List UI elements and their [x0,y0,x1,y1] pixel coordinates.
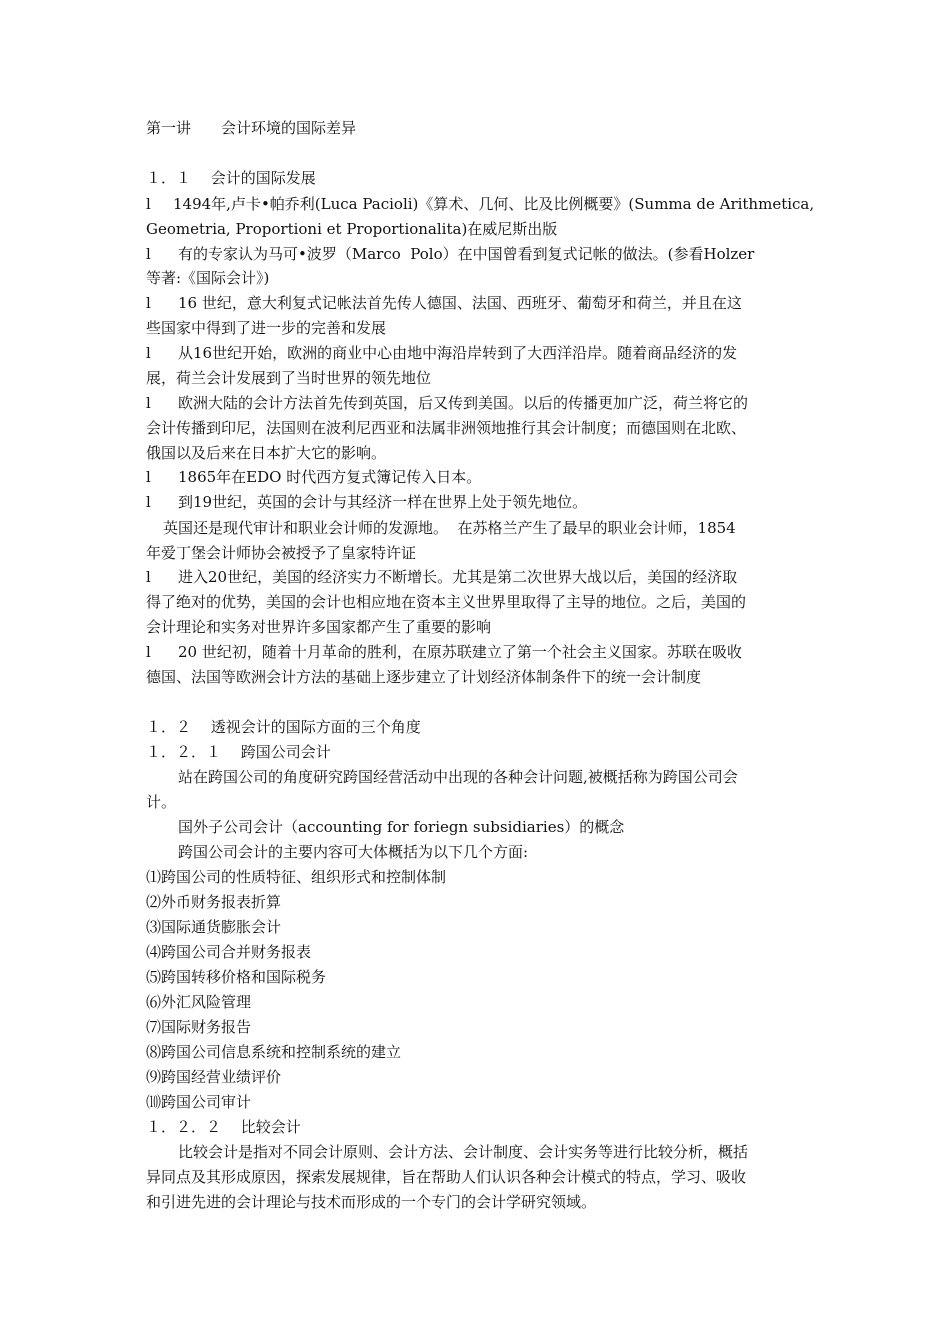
list-item: ⑶国际通货膨胀会计 [146,918,282,936]
list-item: ⑵外币财务报表折算 [146,893,282,911]
list-intro: 跨国公司会计的主要内容可大体概括为以下几个方面: [178,843,529,861]
bullet-marker: l [146,493,151,511]
paragraph-line: 些国家中得到了进一步的完善和发展 [146,319,387,337]
subsection-heading-1-2-1: １．２．１ 跨国公司会计 [146,743,331,761]
list-item: ⑹外汇风险管理 [146,993,252,1011]
list-item: ⑻跨国公司信息系统和控制系统的建立 [146,1043,402,1061]
bullet-marker: l [146,344,151,362]
list-item: ⑺国际财务报告 [146,1018,252,1036]
paragraph-line: 从16世纪开始，欧洲的商业中心由地中海沿岸转到了大西洋沿岸。随着商品经济的发 [178,344,738,362]
paragraph-line: 1865年在EDO 时代西方复式簿记传入日本。 [178,468,482,486]
chapter-title: 第一讲 会计环境的国际差异 [146,119,357,137]
paragraph-line: 站在跨国公司的角度研究跨国经营活动中出现的各种会计问题,被概括称为跨国公司会 [178,768,738,786]
paragraph-line: 得了绝对的优势，美国的会计也相应地在资本主义世界里取得了主导的地位。之后，美国的 [146,593,747,611]
paragraph-line: 德国、法国等欧洲会计方法的基础上逐步建立了计划经济体制条件下的统一会计制度 [146,668,702,686]
paragraph-line: 到19世纪，英国的会计与其经济一样在世界上处于领先地位。 [178,493,588,511]
paragraph-line: 英国还是现代审计和职业会计师的发源地。 在苏格兰产生了最早的职业会计师，1854 [163,519,736,537]
paragraph-line: 年爱丁堡会计师协会被授予了皇家特许证 [146,544,417,562]
list-item: ⑼跨国经营业绩评价 [146,1068,282,1086]
paragraph-line: 计。 [146,793,177,811]
list-item: ⑴跨国公司的性质特征、组织形式和控制体制 [146,868,447,886]
subsection-heading-1-2-2: １．２．２ 比较会计 [146,1118,301,1136]
paragraph-line: 16 世纪，意大利复式记帐法首先传人德国、法国、西班牙、葡萄牙和荷兰，并且在这 [178,294,742,312]
bullet-marker: l [146,394,151,412]
section-heading-1-2: １．２ 透视会计的国际方面的三个角度 [146,718,421,736]
bullet-marker: l [146,294,151,312]
paragraph-line: 比较会计是指对不同会计原则、会计方法、会计制度、会计实务等进行比较分析，概括 [178,1143,749,1161]
bullet-marker: l [146,195,151,213]
list-item: ⑽跨国公司审计 [146,1093,252,1111]
list-item: ⑷跨国公司合并财务报表 [146,943,312,961]
paragraph-line: 20 世纪初，随着十月革命的胜利，在原苏联建立了第一个社会主义国家。苏联在吸收 [178,643,742,661]
bullet-marker: l [146,568,151,586]
bullet-marker: l [146,468,151,486]
paragraph-line: 俄国以及后来在日本扩大它的影响。 [146,444,387,462]
paragraph-line: 1494年,卢卡•帕乔利(Luca Pacioli)《算术、几何、比及比例概要》(Summa de Arithmetica, [173,195,815,213]
bullet-marker: l [146,245,151,263]
list-item: ⑸跨国转移价格和国际税务 [146,968,327,986]
concept-line: 国外子公司会计（accounting for foriegn subsidiaries）的概念 [178,818,625,836]
bullet-marker: l [146,643,151,661]
paragraph-line: 异同点及其形成原因，探索发展规律，旨在帮助人们认识各种会计模式的特点，学习、吸收 [146,1168,747,1186]
paragraph-line: 会计传播到印尼，法国则在波利尼西亚和法属非洲领地推行其会计制度；而德国则在北欧、 [146,419,747,437]
paragraph-line: 欧洲大陆的会计方法首先传到英国，后又传到美国。以后的传播更加广泛，荷兰将它的 [178,394,749,412]
paragraph-line: 展，荷兰会计发展到了当时世界的领先地位 [146,369,432,387]
paragraph-line: 有的专家认为马可•波罗（Marco Polo）在中国曾看到复式记帐的做法。(参看Holzer [178,245,755,263]
paragraph-line: 进入20世纪，美国的经济实力不断增长。尤其是第二次世界大战以后，美国的经济取 [178,568,738,586]
paragraph-line: 和引进先进的会计理论与技术而形成的一个专门的会计学研究领域。 [146,1193,597,1211]
paragraph-line: 等著:《国际会计》) [146,269,270,287]
paragraph-line: 会计理论和实务对世界许多国家都产生了重要的影响 [146,618,492,636]
section-heading-1-1: １．１ 会计的国际发展 [146,169,316,187]
paragraph-line: Geometria, Proportioni et Proportionalita)在威尼斯出版 [146,220,558,238]
